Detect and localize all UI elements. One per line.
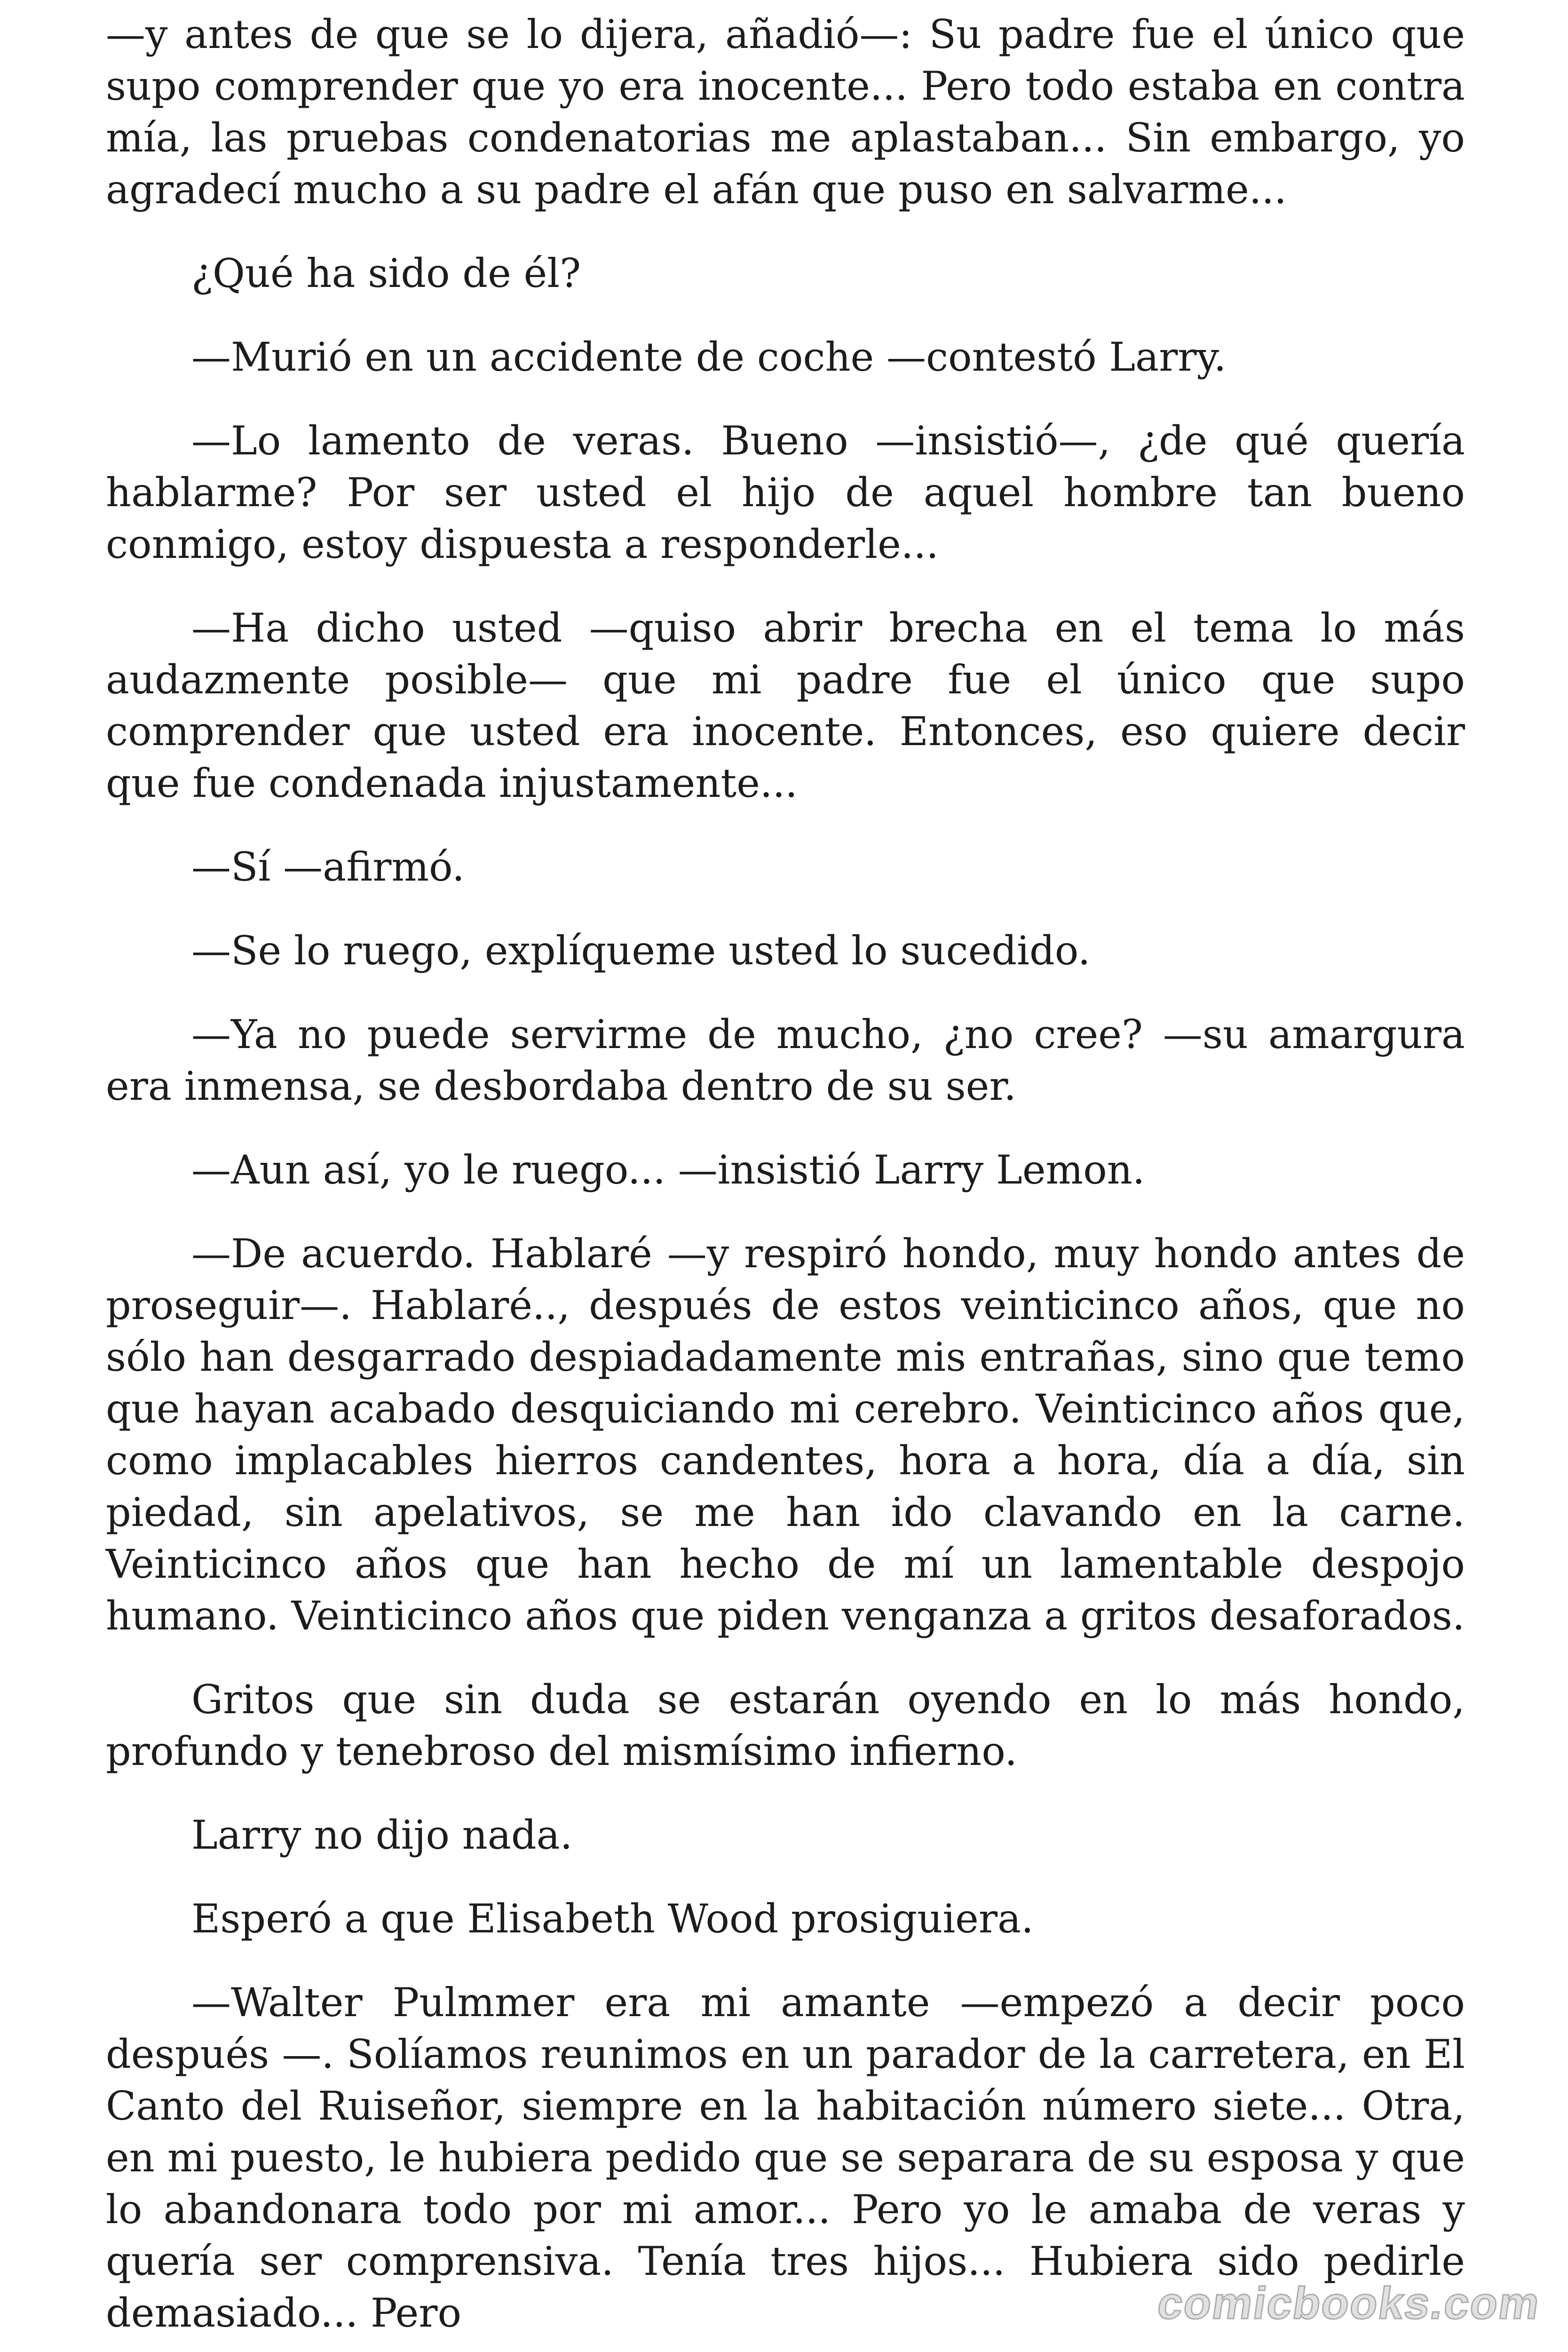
- paragraph: —De acuerdo. Hablaré —y respiró hondo, muy hondo antes de proseguir—. Hablaré.., después de estos veinticinco años, que no sólo han desgarrado despiadadamente mis entrañas, sino que temo que hayan acabado desquiciando mi cerebro. Veinticinco años que, como implacables hierros candentes, hora a hora, día a día, sin piedad, sin apelativos, se me han ido clavando en la carne. Veinticinco años que han hecho de mí un lamentable despojo humano. Veinticinco años que piden venganza a gritos desaforados.: [106, 1231, 1465, 1639]
- paragraph: —Se lo ruego, explíqueme usted lo sucedido.: [191, 928, 1091, 974]
- paragraph: —Aun así, yo le ruego... —insistió Larry Lemon.: [191, 1147, 1145, 1193]
- paragraph: ¿Qué ha sido de él?: [191, 250, 581, 296]
- paragraph: Gritos que sin duda se estarán oyendo en lo más hondo, profundo y tenebroso del mismísimo infierno.: [106, 1677, 1465, 1774]
- paragraph: —Sí —afirmó.: [191, 844, 465, 890]
- body-text: [106, 8, 1465, 2352]
- paragraph: Larry no dijo nada.: [191, 1812, 573, 1858]
- paragraph: Esperó a que Elisabeth Wood prosiguiera.: [191, 1896, 1034, 1942]
- paragraph: —Ha dicho usted —quiso abrir brecha en el tema lo más audazmente posible— que mi padre fue el único que supo comprender que usted era inocente. Entonces, eso quiere decir que fue condenada injustamente...: [106, 605, 1465, 806]
- paragraph: —Murió en un accidente de coche —contestó Larry.: [191, 334, 1227, 380]
- paragraph: —Lo lamento de veras. Bueno —insistió—, ¿de qué quería hablarme? Por ser usted el hijo de aquel hombre tan bueno conmigo, estoy dispuesta a responderle...: [106, 418, 1465, 567]
- watermark: comicbooks.com: [1154, 2278, 1544, 2328]
- paragraph: —y antes de que se lo dijera, añadió—: Su padre fue el único que supo comprender que yo era inocente... Pero todo estaba en contra mía, las pruebas condenatorias me aplastaban... Sin embargo, yo agradecí mucho a su padre el afán que puso en salvarme...: [106, 11, 1465, 213]
- paragraph: —Ya no puede servirme de mucho, ¿no cree? —su amargura era inmensa, se desbordaba dentro de su ser.: [106, 1011, 1465, 1109]
- paragraph: —Walter Pulmmer era mi amante —empezó a decir poco después —. Solíamos reunimos en un parador de la carretera, en El Canto del Ruiseñor, siempre en la habitación número siete... Otra, en mi puesto, le hubiera pedido que se separara de su esposa y que lo abandonara todo por mi amor... Pero yo le amaba de veras y quería ser comprensiva. Tenía tres hijos... Hubiera sido pedirle demasiado... Pero: [106, 1979, 1465, 2336]
